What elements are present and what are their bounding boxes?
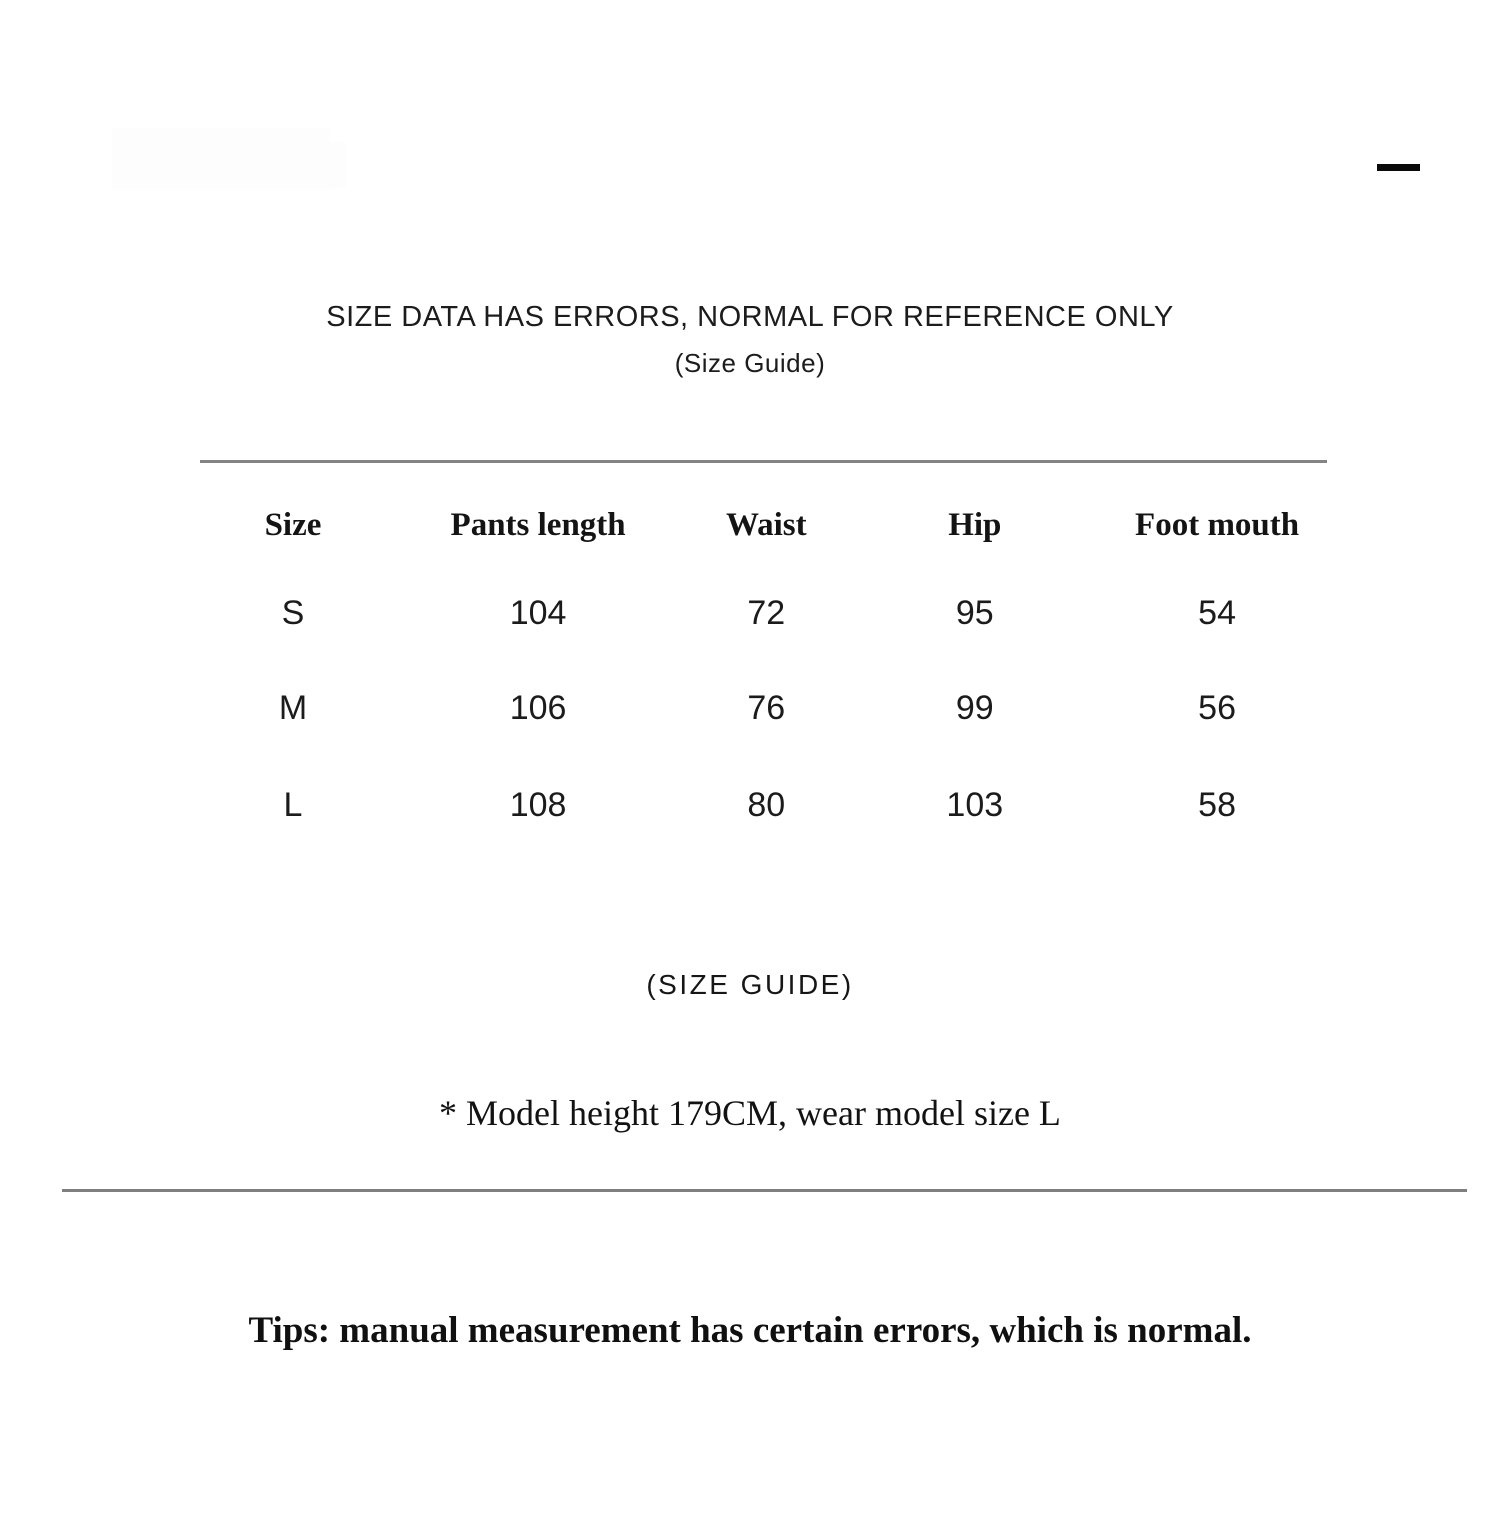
table-row bbox=[200, 682, 1327, 734]
page-title: SIZE DATA HAS ERRORS, NORMAL FOR REFERENCE ONLY bbox=[326, 301, 1174, 333]
column-header-foot-mouth: Foot mouth bbox=[1135, 506, 1300, 543]
size-label: M bbox=[278, 688, 308, 727]
foot-mouth-value: 54 bbox=[1198, 593, 1236, 632]
pants-length-value: 104 bbox=[509, 593, 567, 632]
model-height-note: * Model height 179CM, wear model size L bbox=[439, 1093, 1061, 1133]
column-header-hip: Hip bbox=[948, 506, 1002, 543]
column-header-size: Size bbox=[264, 506, 322, 543]
foot-mouth-value: 58 bbox=[1198, 785, 1236, 824]
hip-value: 103 bbox=[946, 785, 1004, 824]
size-label: L bbox=[283, 785, 303, 824]
page-subtitle: (Size Guide) bbox=[674, 348, 826, 378]
pants-length-value: 106 bbox=[509, 688, 567, 727]
foot-mouth-value: 56 bbox=[1198, 688, 1236, 727]
column-header-waist: Waist bbox=[725, 506, 807, 543]
hip-value: 95 bbox=[955, 593, 994, 632]
waist-value: 80 bbox=[747, 785, 786, 824]
size-guide-caption: (SIZE GUIDE) bbox=[646, 969, 854, 1000]
waist-value: 76 bbox=[747, 688, 786, 727]
waist-value: 72 bbox=[747, 593, 786, 632]
hip-value: 99 bbox=[955, 688, 994, 727]
minimize-dash-icon[interactable] bbox=[1377, 164, 1420, 171]
size-label: S bbox=[281, 593, 305, 632]
table-row bbox=[200, 779, 1327, 831]
bottom-divider bbox=[62, 1189, 1467, 1192]
tips-note: Tips: manual measurement has certain errors, which is normal. bbox=[248, 1310, 1252, 1351]
pants-length-value: 108 bbox=[509, 785, 567, 824]
watermark-remnant bbox=[330, 142, 346, 188]
column-header-pants-length: Pants length bbox=[450, 506, 626, 543]
table-top-divider bbox=[200, 460, 1327, 463]
table-row bbox=[200, 587, 1327, 639]
table-header-row bbox=[200, 499, 1327, 551]
watermark-remnant bbox=[112, 128, 330, 190]
